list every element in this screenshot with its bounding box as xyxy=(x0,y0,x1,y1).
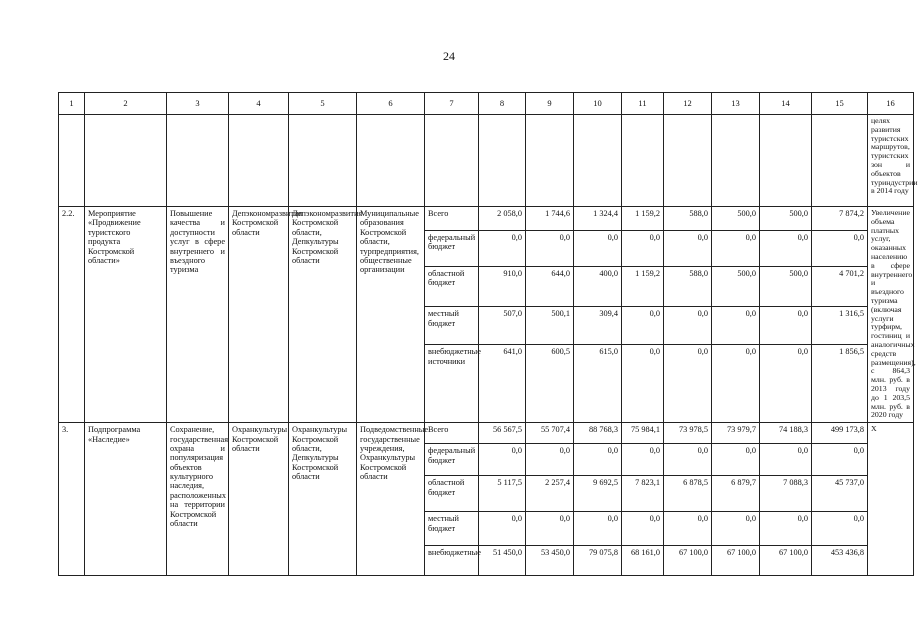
amount-cell: 0,0 xyxy=(622,512,664,546)
amount-cell: 0,0 xyxy=(664,512,712,546)
funding-source: местный бюджет xyxy=(425,512,479,546)
amount-cell: 0,0 xyxy=(622,345,664,423)
amount-cell: 0,0 xyxy=(574,230,622,266)
empty-cell xyxy=(760,115,812,207)
amount-cell: 500,0 xyxy=(712,266,760,307)
empty-cell xyxy=(812,115,868,207)
amount-cell: 0,0 xyxy=(812,230,868,266)
amount-cell: 0,0 xyxy=(712,307,760,345)
amount-cell: 0,0 xyxy=(812,512,868,546)
column-header: 3 xyxy=(167,93,229,115)
amount-cell: 0,0 xyxy=(526,512,574,546)
amount-cell: 1 744,6 xyxy=(526,207,574,231)
empty-cell xyxy=(622,115,664,207)
amount-cell: 0,0 xyxy=(574,512,622,546)
funding-source: Всего xyxy=(425,423,479,444)
amount-cell: 0,0 xyxy=(526,230,574,266)
section-participants: Подведомственные государственные учреждения, Охранкультуры Костромской области xyxy=(357,423,425,576)
amount-cell: 0,0 xyxy=(664,444,712,476)
amount-cell: 6 878,5 xyxy=(664,476,712,512)
amount-cell: 67 100,0 xyxy=(760,546,812,576)
amount-cell: 0,0 xyxy=(712,444,760,476)
amount-cell: 0,0 xyxy=(622,444,664,476)
amount-cell: 5 117,5 xyxy=(479,476,526,512)
funding-source: местный бюджет xyxy=(425,307,479,345)
empty-cell xyxy=(526,115,574,207)
column-header: 7 xyxy=(425,93,479,115)
column-header: 13 xyxy=(712,93,760,115)
empty-cell xyxy=(712,115,760,207)
amount-cell: 0,0 xyxy=(760,230,812,266)
amount-cell: 615,0 xyxy=(574,345,622,423)
section-goal: Сохранение, государственная охрана и популяризация объектов культурного наследия, расположенных на территории Костромской области xyxy=(167,423,229,576)
amount-cell: 0,0 xyxy=(479,512,526,546)
section-coordinator: Депэкономразвития Костромской области xyxy=(229,207,289,423)
amount-cell: 0,0 xyxy=(712,230,760,266)
amount-cell: 588,0 xyxy=(664,207,712,231)
amount-cell: 1 159,2 xyxy=(622,266,664,307)
column-header: 14 xyxy=(760,93,812,115)
section-number: 3. xyxy=(59,423,85,576)
amount-cell: 507,0 xyxy=(479,307,526,345)
amount-cell: 73 978,5 xyxy=(664,423,712,444)
section-executors: Охранкультуры Костромской области, Депкультуры Костромской области xyxy=(289,423,357,576)
amount-cell: 0,0 xyxy=(622,307,664,345)
amount-cell: 500,0 xyxy=(760,266,812,307)
amount-cell: 45 737,0 xyxy=(812,476,868,512)
amount-cell: 499 173,8 xyxy=(812,423,868,444)
amount-cell: 7 823,1 xyxy=(622,476,664,512)
funding-source: Всего xyxy=(425,207,479,231)
amount-cell: 0,0 xyxy=(760,444,812,476)
empty-cell xyxy=(85,115,167,207)
column-header: 12 xyxy=(664,93,712,115)
empty-cell xyxy=(167,115,229,207)
funding-source: областной бюджет xyxy=(425,476,479,512)
column-header: 1 xyxy=(59,93,85,115)
amount-cell: 79 075,8 xyxy=(574,546,622,576)
amount-cell: 1 324,4 xyxy=(574,207,622,231)
amount-cell: 1 159,2 xyxy=(622,207,664,231)
funding-source: федеральный бюджет xyxy=(425,444,479,476)
section-executors: Депэкономразвития Костромской области, Депкультуры Костромской области xyxy=(289,207,357,423)
funding-source: внебюджетные источники xyxy=(425,345,479,423)
section-name: Мероприятие «Продвижение туристского продукта Костромской области» xyxy=(85,207,167,423)
empty-cell xyxy=(479,115,526,207)
column-header: 15 xyxy=(812,93,868,115)
empty-cell xyxy=(664,115,712,207)
amount-cell: 0,0 xyxy=(812,444,868,476)
amount-cell: 500,0 xyxy=(760,207,812,231)
section-name: Подпрограмма «Наследие» xyxy=(85,423,167,576)
amount-cell: 0,0 xyxy=(526,444,574,476)
column-header: 9 xyxy=(526,93,574,115)
amount-cell: 641,0 xyxy=(479,345,526,423)
funding-source: областной бюджет xyxy=(425,266,479,307)
amount-cell: 0,0 xyxy=(760,345,812,423)
table-row xyxy=(59,423,914,444)
amount-cell: 0,0 xyxy=(574,444,622,476)
table-row xyxy=(59,207,914,231)
amount-cell: 0,0 xyxy=(712,512,760,546)
amount-cell: 4 701,2 xyxy=(812,266,868,307)
amount-cell: 0,0 xyxy=(664,230,712,266)
amount-cell: 55 707,4 xyxy=(526,423,574,444)
amount-cell: 56 567,5 xyxy=(479,423,526,444)
amount-cell: 2 257,4 xyxy=(526,476,574,512)
amount-cell: 0,0 xyxy=(664,345,712,423)
amount-cell: 67 100,0 xyxy=(712,546,760,576)
column-header: 16 xyxy=(868,93,914,115)
amount-cell: 0,0 xyxy=(479,230,526,266)
empty-cell xyxy=(229,115,289,207)
section-number: 2.2. xyxy=(59,207,85,423)
amount-cell: 0,0 xyxy=(712,345,760,423)
column-header: 8 xyxy=(479,93,526,115)
amount-cell: 0,0 xyxy=(664,307,712,345)
section-participants: Муниципальные образования Костромской области, турпредприятия, общественные организации xyxy=(357,207,425,423)
section-goal: Повышение качества и доступности услуг в сфере внутреннего и въездного туризма xyxy=(167,207,229,423)
amount-cell: 68 161,0 xyxy=(622,546,664,576)
amount-cell: 309,4 xyxy=(574,307,622,345)
section-coordinator: Охранкультуры Костромской области xyxy=(229,423,289,576)
amount-cell: 0,0 xyxy=(760,512,812,546)
amount-cell: 910,0 xyxy=(479,266,526,307)
column-header: 10 xyxy=(574,93,622,115)
amount-cell: 7 874,2 xyxy=(812,207,868,231)
column-header: 6 xyxy=(357,93,425,115)
amount-cell: 400,0 xyxy=(574,266,622,307)
amount-cell: 600,5 xyxy=(526,345,574,423)
amount-cell: 6 879,7 xyxy=(712,476,760,512)
amount-cell: 7 088,3 xyxy=(760,476,812,512)
page-number: 24 xyxy=(443,49,455,63)
continuation-note: целях развития туристских маршрутов, туристских зон и объектов туриндустрии в 2014 году xyxy=(868,115,914,207)
amount-cell: 0,0 xyxy=(479,444,526,476)
amount-cell: 74 188,3 xyxy=(760,423,812,444)
amount-cell: 9 692,5 xyxy=(574,476,622,512)
amount-cell: 51 450,0 xyxy=(479,546,526,576)
empty-cell xyxy=(357,115,425,207)
amount-cell: 588,0 xyxy=(664,266,712,307)
amount-cell: 73 979,7 xyxy=(712,423,760,444)
empty-cell xyxy=(59,115,85,207)
continuation-row xyxy=(59,115,914,207)
amount-cell: 0,0 xyxy=(622,230,664,266)
amount-cell: 1 316,5 xyxy=(812,307,868,345)
amount-cell: 500,0 xyxy=(712,207,760,231)
budget-table xyxy=(58,92,918,576)
column-header: 5 xyxy=(289,93,357,115)
amount-cell: 2 058,0 xyxy=(479,207,526,231)
section-result: Увеличение объема платных услуг, оказанных населению в сфере внутреннего и въездного туризма (включая услуги турфирм, гостиниц и аналогичных средств размещения), с 864,3 млн. руб. в 2013 году до 1 203,5 млн. руб. в 2020 году xyxy=(868,207,914,423)
amount-cell: 88 768,3 xyxy=(574,423,622,444)
empty-cell xyxy=(289,115,357,207)
funding-source: внебюджетные xyxy=(425,546,479,576)
column-header: 4 xyxy=(229,93,289,115)
amount-cell: 53 450,0 xyxy=(526,546,574,576)
funding-source: федеральный бюджет xyxy=(425,230,479,266)
amount-cell: 0,0 xyxy=(760,307,812,345)
amount-cell: 644,0 xyxy=(526,266,574,307)
amount-cell: 1 856,5 xyxy=(812,345,868,423)
amount-cell: 67 100,0 xyxy=(664,546,712,576)
empty-cell xyxy=(425,115,479,207)
amount-cell: 75 984,1 xyxy=(622,423,664,444)
section-result: X xyxy=(868,423,914,576)
header-row xyxy=(59,93,914,115)
empty-cell xyxy=(574,115,622,207)
amount-cell: 500,1 xyxy=(526,307,574,345)
column-header: 11 xyxy=(622,93,664,115)
amount-cell: 453 436,8 xyxy=(812,546,868,576)
column-header: 2 xyxy=(85,93,167,115)
